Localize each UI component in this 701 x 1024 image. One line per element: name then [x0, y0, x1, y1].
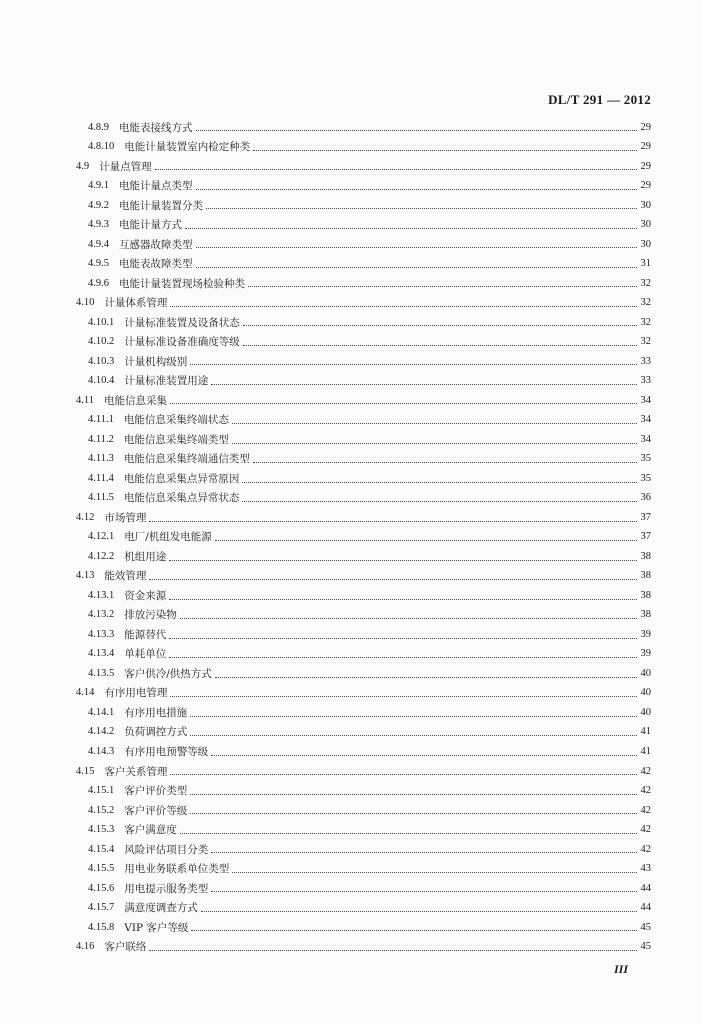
- dot-leader: [211, 384, 637, 385]
- toc-entry-page: 42: [640, 804, 651, 816]
- toc-entry-title: 计量点管理: [99, 160, 152, 173]
- toc-entry-number: 4.16: [76, 941, 95, 953]
- toc-entry-page: 42: [640, 824, 651, 836]
- toc-entry-page: 32: [640, 277, 651, 289]
- toc-entry-page: 43: [640, 863, 651, 875]
- toc-entry-title: 电能信息采集终端类型: [123, 433, 229, 446]
- dot-leader: [243, 325, 637, 326]
- toc-entry-number: 4.9.3: [88, 219, 109, 231]
- toc-entry: [0, 157, 701, 177]
- dot-leader: [169, 560, 637, 561]
- toc-entry: [0, 177, 701, 197]
- toc-entry-title: 电能表接线方式: [119, 121, 193, 134]
- toc-entry-number: 4.10: [76, 297, 95, 309]
- dot-leader: [215, 677, 637, 678]
- toc-entry-number: 4.15.2: [88, 804, 115, 816]
- toc-entry-page: 38: [640, 609, 651, 621]
- dot-leader: [149, 521, 637, 522]
- toc-entry-title: 客户评价类型: [124, 785, 188, 798]
- toc-entry: [0, 352, 701, 372]
- toc-entry-title: 单耗单位: [124, 648, 167, 661]
- toc-entry-title: 排放污染物: [124, 609, 177, 622]
- toc-entry-title: 电能信息采集终端状态: [123, 414, 229, 427]
- toc-entry-page: 38: [640, 589, 651, 601]
- toc-entry-title: 能源替代: [124, 628, 167, 641]
- toc-entry-number: 4.15.3: [88, 824, 115, 836]
- toc-entry-page: 29: [640, 141, 651, 153]
- toc-entry-page: 45: [640, 941, 651, 953]
- dot-leader: [169, 638, 637, 639]
- dot-leader: [190, 364, 637, 365]
- dot-leader: [242, 501, 637, 502]
- toc-entry-title: 有序用电措施: [124, 706, 188, 719]
- toc-entry-page: 32: [640, 297, 651, 309]
- toc-entry-title: 互感器故障类型: [119, 238, 193, 251]
- dot-leader: [190, 735, 637, 736]
- dot-leader: [191, 930, 637, 931]
- toc-entry-page: 38: [640, 570, 651, 582]
- toc-entry: [0, 118, 701, 138]
- toc-entry: [0, 391, 701, 411]
- dot-leader: [196, 267, 638, 268]
- toc-entry: [0, 625, 701, 645]
- toc-entry-number: 4.14: [76, 687, 95, 699]
- toc-entry-title: 电能计量方式: [119, 219, 182, 232]
- toc-entry-title: 能效管理: [104, 570, 147, 583]
- toc-entry-number: 4.10.2: [88, 336, 115, 348]
- toc-entry: [0, 664, 701, 684]
- toc-entry: [0, 762, 701, 782]
- dot-leader: [242, 482, 637, 483]
- toc-entry-page: 45: [640, 921, 651, 933]
- toc-entry-page: 39: [640, 628, 651, 640]
- toc-entry-number: 4.15: [76, 765, 95, 777]
- dot-leader: [248, 286, 637, 287]
- toc-entry-title: 计量标准装置用途: [124, 375, 209, 388]
- toc-entry-page: 39: [640, 648, 651, 660]
- toc-entry: [0, 235, 701, 255]
- toc-entry-title: 电能计量点类型: [119, 180, 193, 193]
- dot-leader: [206, 208, 637, 209]
- toc-entry-page: 42: [640, 843, 651, 855]
- toc-entry-page: 40: [640, 687, 651, 699]
- toc-entry: [0, 430, 701, 450]
- dot-leader: [190, 716, 637, 717]
- toc-entry-page: 30: [640, 199, 651, 211]
- dot-leader: [170, 774, 637, 775]
- toc-entry: [0, 528, 701, 548]
- toc-entry-number: 4.15.5: [88, 863, 115, 875]
- toc-entry: [0, 333, 701, 353]
- toc-entry-title: 资金来源: [124, 589, 167, 602]
- toc-entry: [0, 684, 701, 704]
- toc-entry-page: 42: [640, 765, 651, 777]
- dot-leader: [201, 911, 637, 912]
- dot-leader: [170, 403, 637, 404]
- toc-entry-page: 42: [640, 785, 651, 797]
- toc-entry-number: 4.13.4: [88, 648, 115, 660]
- toc-entry-title: 电能信息采集终端通信类型: [123, 453, 250, 466]
- toc-entry: [0, 860, 701, 880]
- toc-entry: [0, 703, 701, 723]
- toc-entry: [0, 840, 701, 860]
- toc-entry-page: 29: [640, 180, 651, 192]
- toc-entry-number: 4.13.3: [88, 628, 115, 640]
- toc-entry-number: 4.13: [76, 570, 95, 582]
- toc-entry: [0, 938, 701, 958]
- dot-leader: [190, 813, 637, 814]
- toc-entry-title: 计量机构级别: [124, 355, 188, 368]
- toc-entry: [0, 918, 701, 938]
- toc-entry-title: 计量标准设备准确度等级: [124, 336, 240, 349]
- dot-leader: [196, 189, 638, 190]
- toc-entry-title: VIP 客户等级: [124, 921, 189, 934]
- toc-entry: [0, 294, 701, 314]
- toc-entry-title: 有序用电管理: [104, 687, 168, 700]
- toc-entry-title: 机组用途: [124, 550, 167, 563]
- toc-entry-title: 客户评价等级: [124, 804, 188, 817]
- toc-entry: [0, 821, 701, 841]
- toc-entry-title: 电能信息采集点异常原因: [123, 472, 240, 485]
- toc-entry: [0, 567, 701, 587]
- dot-leader: [185, 228, 637, 229]
- toc-entry-title: 客户关系管理: [104, 765, 168, 778]
- toc-entry-number: 4.15.7: [88, 902, 115, 914]
- dot-leader: [149, 950, 637, 951]
- dot-leader: [155, 169, 637, 170]
- toc-entry-number: 4.14.2: [88, 726, 115, 738]
- dot-leader: [196, 247, 638, 248]
- toc-entry-title: 电能计量装置室内检定种类: [124, 141, 251, 154]
- toc-entry-page: 33: [640, 355, 651, 367]
- toc-entry-number: 4.10.1: [88, 316, 115, 328]
- toc-entry: [0, 274, 701, 294]
- toc-entry-number: 4.14.1: [88, 706, 115, 718]
- dot-leader: [211, 852, 637, 853]
- toc-entry: [0, 372, 701, 392]
- toc-entry-page: 33: [640, 375, 651, 387]
- dot-leader: [169, 657, 637, 658]
- toc-entry-page: 44: [640, 882, 651, 894]
- toc-entry-title: 客户供冷/供热方式: [124, 667, 212, 680]
- toc-entry-number: 4.9: [76, 160, 90, 172]
- toc-entry-title: 用电业务联系单位类型: [124, 863, 230, 876]
- toc-entry-page: 35: [640, 453, 651, 465]
- dot-leader: [215, 540, 637, 541]
- toc-entry: [0, 723, 701, 743]
- toc-entry-page: 34: [640, 394, 651, 406]
- dot-leader: [170, 306, 637, 307]
- toc-entry-title: 客户满意度: [124, 824, 177, 837]
- toc-entry-page: 31: [640, 258, 651, 270]
- toc-entry-page: 37: [640, 531, 651, 543]
- toc-entry-page: 40: [640, 706, 651, 718]
- toc-entry-page: 41: [640, 726, 651, 738]
- toc-entry-title: 电能信息采集: [104, 394, 167, 407]
- toc-entry-title: 有序用电预警等级: [124, 746, 209, 758]
- dot-leader: [190, 794, 637, 795]
- toc-entry-title: 市场管理: [104, 511, 147, 524]
- toc-entry-number: 4.15.8: [88, 921, 115, 933]
- toc-entry-number: 4.15.6: [88, 882, 115, 894]
- dot-leader: [232, 872, 637, 873]
- page-number-footer: III: [614, 962, 629, 976]
- toc-entry-number: 4.14.3: [88, 746, 115, 757]
- dot-leader: [253, 150, 637, 151]
- toc-entry-page: 41: [640, 746, 651, 757]
- standard-number-header: DL/T 291 — 2012: [548, 92, 651, 107]
- toc-entry-number: 4.11: [76, 394, 94, 406]
- toc-entry-title: 客户联络: [104, 941, 147, 954]
- toc-entry: [0, 606, 701, 626]
- toc-entry-number: 4.13.2: [88, 609, 115, 621]
- toc-entry: [0, 255, 701, 275]
- toc-entry-number: 4.10.3: [88, 355, 115, 367]
- toc-entry-title: 满意度调查方式: [124, 902, 198, 915]
- toc-entry-title: 计量体系管理: [104, 297, 168, 310]
- toc-entry-page: 30: [640, 219, 651, 231]
- toc-entry-number: 4.10.4: [88, 375, 115, 387]
- toc-entry-page: 36: [640, 492, 651, 504]
- toc-entry-page: 34: [640, 414, 651, 426]
- toc-entry-page: 32: [640, 336, 651, 348]
- toc-entry: [0, 586, 701, 606]
- toc-entry: [0, 138, 701, 158]
- toc-entry: [0, 879, 701, 899]
- toc-entry-number: 4.11.1: [88, 414, 114, 426]
- toc-entry-number: 4.12: [76, 511, 95, 523]
- toc-entry-number: 4.13.5: [88, 667, 115, 679]
- dot-leader: [211, 891, 637, 892]
- toc-entry-page: 37: [640, 511, 651, 523]
- toc-entry-number: 4.11.2: [88, 433, 114, 445]
- toc-entry-title: 电能表故障类型: [119, 258, 193, 271]
- dot-leader: [253, 462, 637, 463]
- toc-entry-number: 4.9.4: [88, 238, 109, 250]
- toc-entry-number: 4.11.4: [88, 472, 114, 484]
- toc-entry: [0, 547, 701, 567]
- toc-entry-title: 用电提示服务类型: [124, 882, 209, 895]
- toc-entry-number: 4.12.1: [88, 531, 115, 543]
- toc-entry: [0, 469, 701, 489]
- toc-entry-number: 4.11.3: [88, 453, 114, 465]
- toc-entry-title: 电厂/机组发电能源: [124, 531, 212, 544]
- toc-entry: [0, 743, 701, 763]
- toc-entry-page: 29: [640, 121, 651, 133]
- dot-leader: [243, 345, 637, 346]
- toc-entry-page: 44: [640, 902, 651, 914]
- toc-entry-number: 4.8.9: [88, 121, 109, 133]
- dot-leader: [169, 599, 637, 600]
- toc-entry-title: 电能计量装置分类: [119, 199, 203, 212]
- toc-entry: [0, 489, 701, 509]
- toc-entry-number: 4.9.1: [88, 180, 109, 192]
- toc-entry-title: 电能信息采集点异常状态: [123, 492, 240, 505]
- toc-entry-number: 4.13.1: [88, 589, 115, 601]
- toc-entry-title: 负荷调控方式: [124, 726, 188, 739]
- toc-entry: [0, 645, 701, 665]
- toc-entry-page: 34: [640, 433, 651, 445]
- toc-entry-page: 29: [640, 160, 651, 172]
- toc-entry-title: 计量标准装置及设备状态: [124, 316, 240, 329]
- toc-entry-page: 38: [640, 550, 651, 562]
- toc-entry: [0, 313, 701, 333]
- toc-entry-page: 32: [640, 316, 651, 328]
- dot-leader: [180, 833, 637, 834]
- dot-leader: [196, 130, 638, 131]
- toc-entry-number: 4.15.1: [88, 785, 115, 797]
- toc-entry-number: 4.12.2: [88, 550, 115, 562]
- dot-leader: [232, 443, 637, 444]
- toc-entry-number: 4.15.4: [88, 843, 115, 855]
- toc-entry-page: 30: [640, 238, 651, 250]
- dot-leader: [149, 579, 637, 580]
- toc-entry: [0, 801, 701, 821]
- dot-leader: [232, 423, 637, 424]
- toc-entry-number: 4.11.5: [88, 492, 114, 504]
- toc-entry-title: 电能计量装置现场检验种类: [119, 277, 245, 290]
- dot-leader: [211, 755, 637, 756]
- toc-entry-page: 40: [640, 667, 651, 679]
- table-of-contents: [0, 118, 701, 957]
- toc-entry-number: 4.9.2: [88, 199, 109, 211]
- toc-entry: [0, 782, 701, 802]
- toc-entry: [0, 216, 701, 236]
- toc-entry: [0, 899, 701, 919]
- toc-entry: [0, 196, 701, 216]
- toc-entry-title: 风险评估项目分类: [124, 843, 209, 856]
- dot-leader: [180, 618, 637, 619]
- toc-entry: [0, 508, 701, 528]
- toc-entry: [0, 450, 701, 470]
- toc-entry: [0, 411, 701, 431]
- toc-entry-page: 35: [640, 472, 651, 484]
- toc-entry-number: 4.8.10: [88, 141, 115, 153]
- toc-entry-number: 4.9.5: [88, 258, 109, 270]
- toc-entry-number: 4.9.6: [88, 277, 109, 289]
- dot-leader: [170, 696, 637, 697]
